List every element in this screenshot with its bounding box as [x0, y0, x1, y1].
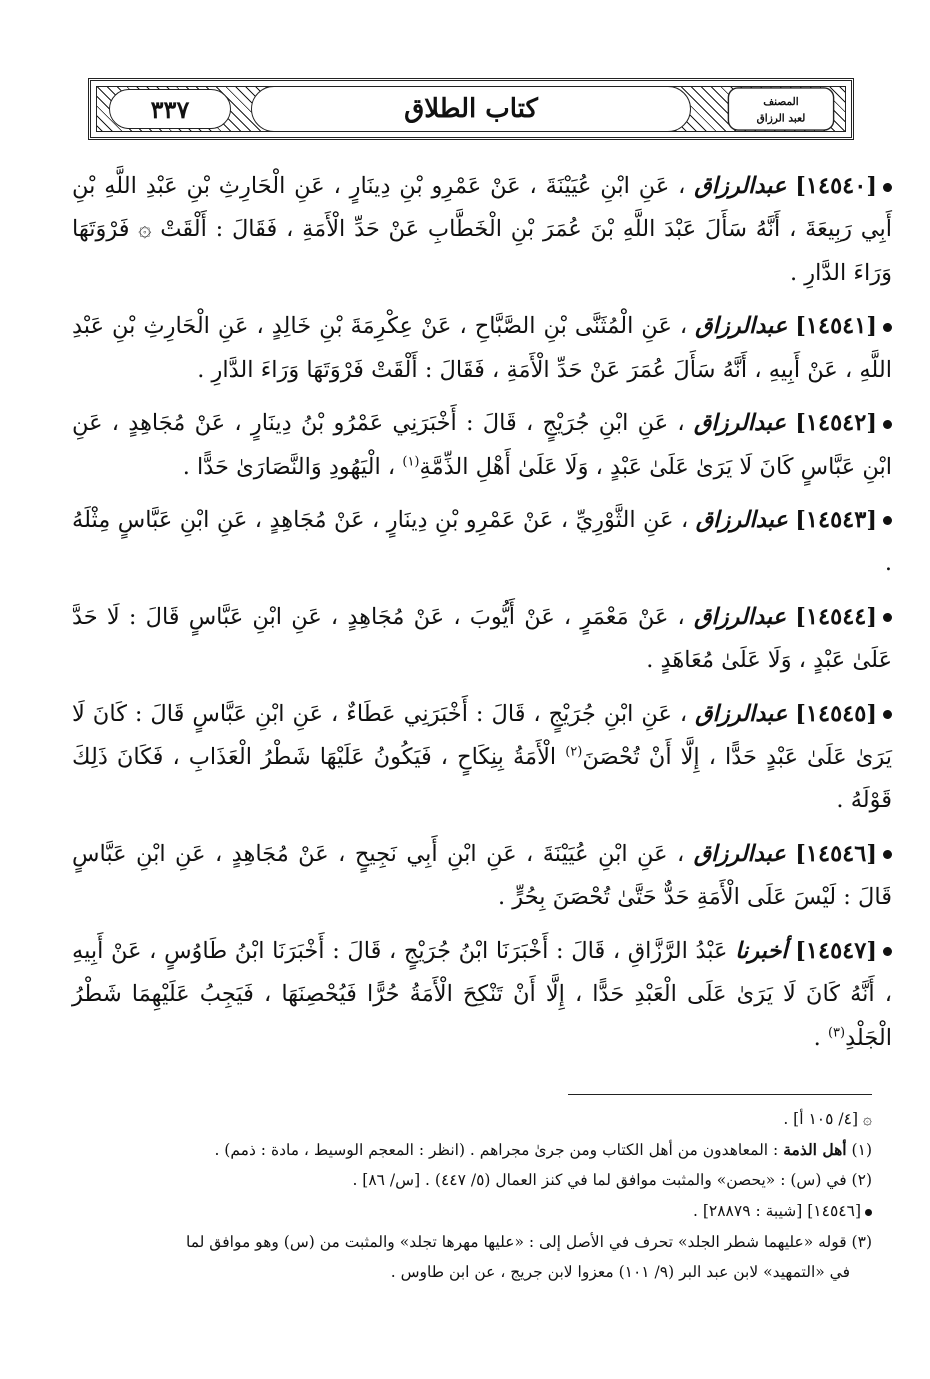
- page-number: [109, 89, 231, 129]
- footnote-1-text: : المعاهدون من أهل الكتاب ومن جرىٰ مجراهم . (انظر : المعجم الوسيط ، مادة : ذمم) .: [214, 1140, 779, 1159]
- hadith-entry: [72, 305, 892, 392]
- footnote-3-line-1: (٣) قوله «عليهما شطر الجلد» تحرف في الأصل إلى : «عليها مهرها تجلد» والمثبت من (س) وهو موافق لما: [185, 1232, 872, 1251]
- seal-line-2: لعبد الرزاق: [756, 112, 806, 125]
- hadith-number: [١٤٥٤٧]: [795, 937, 877, 964]
- narrator-name: عبدالرزاق: [693, 410, 787, 437]
- hadith-entry: [72, 165, 892, 295]
- hadith-text: ، عَنِ الْمُثَنَّى بْنِ الصَّبَّاحِ ، عَنْ عِكْرِمَةَ بْنِ خَالِدٍ ، عَنِ الْحَارِثِ بْنِ عَبْدِ اللَّهِ ، عَنْ أَبِيهِ ، أَنَّهُ سَأَلَ عُمَرَ عَنْ حَدِّ الْأَمَةِ ، فَقَالَ : أَلْقَتْ فَرْوَتَهَا وَرَاءَ الدَّارِ .: [72, 313, 892, 383]
- hadith-number: [١٤٥٤٤]: [795, 603, 878, 630]
- bullet-icon: [883, 710, 892, 719]
- narrator-name: عبدالرزاق: [695, 700, 788, 727]
- bullet-icon: [883, 323, 892, 332]
- bullet-icon: [883, 850, 892, 859]
- page-number-text: ٣٣٧: [150, 94, 190, 124]
- hadith-number: [١٤٥٤٥]: [795, 700, 878, 727]
- hadith-text: عَبْدُ الرَّزَّاقِ ، قَالَ : أَخْبَرَنَا ابْنُ جُرَيْجٍ ، قَالَ : أَخْبَرَنَا ابْنُ طَاوُسٍ ، عَنْ أَبِيهِ ، أَنَّهُ كَانَ لَا يَرَىٰ عَلَى الْعَبْدِ حَدًّا ، إِلَّا أَنْ تَنْكِحَ الْأَمَةُ حُرًّا فَيُحْصِنَهَا ، فَيَجِبُ عَلَيْهِمَا شَطْرُ الْجَلْدِ: [72, 937, 892, 1051]
- narrator-name: عبدالرزاق: [693, 840, 786, 867]
- hadith-text: ، عَنِ ابْنِ جُرَيْجٍ ، قَالَ : أَخْبَرَنِي عَمْرُو بْنُ دِينَارٍ ، عَنْ مُجَاهِدٍ ، عَنِ ابْنِ عَبَّاسٍ كَانَ لَا يَرَىٰ عَلَىٰ عَبْدٍ ، وَلَا عَلَىٰ أَهْلِ الذِّمَّةِ: [72, 410, 892, 480]
- hadith-number: [١٤٥٤٦]: [795, 840, 877, 867]
- hadith-entry: [72, 596, 892, 683]
- footnote-1-term: أهل الذمة: [783, 1139, 847, 1159]
- footnote-divider: [568, 1094, 872, 1095]
- chapter-title: كتاب الطلاق: [404, 94, 538, 124]
- hadith-number: [١٤٥٤٢]: [795, 410, 878, 437]
- bullet-icon: [883, 947, 892, 956]
- hadith-number: [١٤٥٤٠]: [795, 173, 877, 199]
- bullet-icon: [883, 613, 892, 622]
- hadith-entry: [72, 833, 892, 920]
- hadith-text-continued: الْأَمَةُ بِنِكَاحٍ ، فَيَكُونُ عَلَيْهَا شَطْرُ الْعَذَابِ ، فَكَانَ ذَلِكَ قَوْلَهُ .: [72, 744, 892, 814]
- bullet-icon: [865, 1209, 872, 1216]
- hadith-text: ، عَنِ ابْنِ عُيَيْنَةَ ، عَنْ عَمْرِو بْنِ دِينَارٍ ، عَنِ الْحَارِثِ بْنِ عَبْدِ اللَّهِ بْنِ أَبِي رَبِيعَةَ ، أَنَّهُ سَأَلَ عَبْدَ اللَّهِ بْنَ عُمَرَ بْنِ الْخَطَّابِ عَنْ حَدِّ الْأَمَةِ ، فَقَالَ : أَلْقَتْ ۞ فَرْوَتَهَا وَرَاءَ الدَّارِ .: [72, 173, 892, 286]
- bullet-icon: [883, 420, 892, 429]
- narrator-name: عبدالرزاق: [695, 506, 788, 533]
- page-header: [88, 78, 854, 140]
- hadith-text: ، عَنِ ابْنِ عُيَيْنَةَ ، عَنِ ابْنِ أَبِي نَجِيحٍ ، عَنْ مُجَاهِدٍ ، عَنِ ابْنِ عَبَّاسٍ قَالَ : لَيْسَ عَلَى الْأَمَةِ حَدٌّ حَتَّىٰ تُحْصَنَ بِحُرٍّ .: [72, 840, 892, 911]
- bullet-icon: [883, 516, 892, 525]
- seal-line-1: المصنف: [763, 96, 799, 109]
- hadith-number: [١٤٥٤٣]: [795, 506, 877, 533]
- footnote-source: [72, 1196, 872, 1227]
- book-seal-icon: [725, 87, 837, 131]
- hadith-entry: [72, 930, 892, 1060]
- narrator-name: عبدالرزاق: [695, 313, 788, 340]
- chapter-cartouche: [251, 86, 691, 132]
- footnote-marker[interactable]: (١): [402, 454, 420, 470]
- hadith-number: [١٤٥٤١]: [795, 313, 877, 340]
- main-text: [72, 165, 892, 1070]
- footnote-marker[interactable]: (٣): [827, 1025, 846, 1041]
- footnote-1: [72, 1135, 872, 1166]
- footnote-3-line-2: في «التمهيد» لابن عبد البر (٩/ ١٠١) معزوا لابن جريج ، عن ابن طاوس .: [390, 1263, 850, 1282]
- narrator-name: عبدالرزاق: [694, 173, 787, 199]
- footnote-folio: ۞ [٤/ ١٠٥ أ] .: [783, 1110, 872, 1128]
- footnote-marker[interactable]: (٢): [565, 744, 583, 760]
- hadith-entry: [72, 499, 892, 586]
- hadith-text-continued: ، الْيَهُودِ وَالنَّصَارَىٰ حَدًّا .: [182, 453, 396, 480]
- bullet-icon: [883, 183, 892, 192]
- footnote-1-number: (١): [851, 1140, 872, 1159]
- hadith-text: ، عَنِ ابْنِ جُرَيْجٍ ، قَالَ : أَخْبَرَنِي عَطَاءٌ ، عَنِ ابْنِ عَبَّاسٍ قَالَ : كَانَ لَا يَرَىٰ عَلَىٰ عَبْدٍ حَدًّا ، إِلَّا أَنْ تُحْصَنَ: [72, 700, 892, 771]
- hadith-entry: [72, 693, 892, 823]
- hadith-text: ، عَنْ مَعْمَرٍ ، عَنْ أَيُّوبَ ، عَنْ مُجَاهِدٍ ، عَنِ ابْنِ عَبَّاسٍ قَالَ : لَا حَدَّ عَلَىٰ عَبْدٍ ، وَلَا عَلَىٰ مُعَاهَدٍ .: [72, 603, 892, 674]
- hadith-text: ، عَنِ الثَّوْرِيِّ ، عَنْ عَمْرِو بْنِ دِينَارٍ ، عَنْ مُجَاهِدٍ ، عَنِ ابْنِ عَبَّاسٍ مِثْلَهُ .: [72, 506, 892, 577]
- narrator-name: أخبرنا: [735, 937, 788, 964]
- footnote-source-text: [١٤٥٤٦] [شيبة : ٢٨٨٧٩] .: [693, 1202, 861, 1221]
- footnote-2: (٢) في (س) : «يحصن» والمثبت موافق لما في كنز العمال (٥/ ٤٤٧) . [س/ ٨٦] .: [352, 1171, 872, 1190]
- narrator-name: عبدالرزاق: [693, 603, 787, 630]
- footnotes: [72, 1104, 872, 1288]
- hadith-entry: [72, 402, 892, 489]
- hadith-text-continued: .: [813, 1024, 821, 1051]
